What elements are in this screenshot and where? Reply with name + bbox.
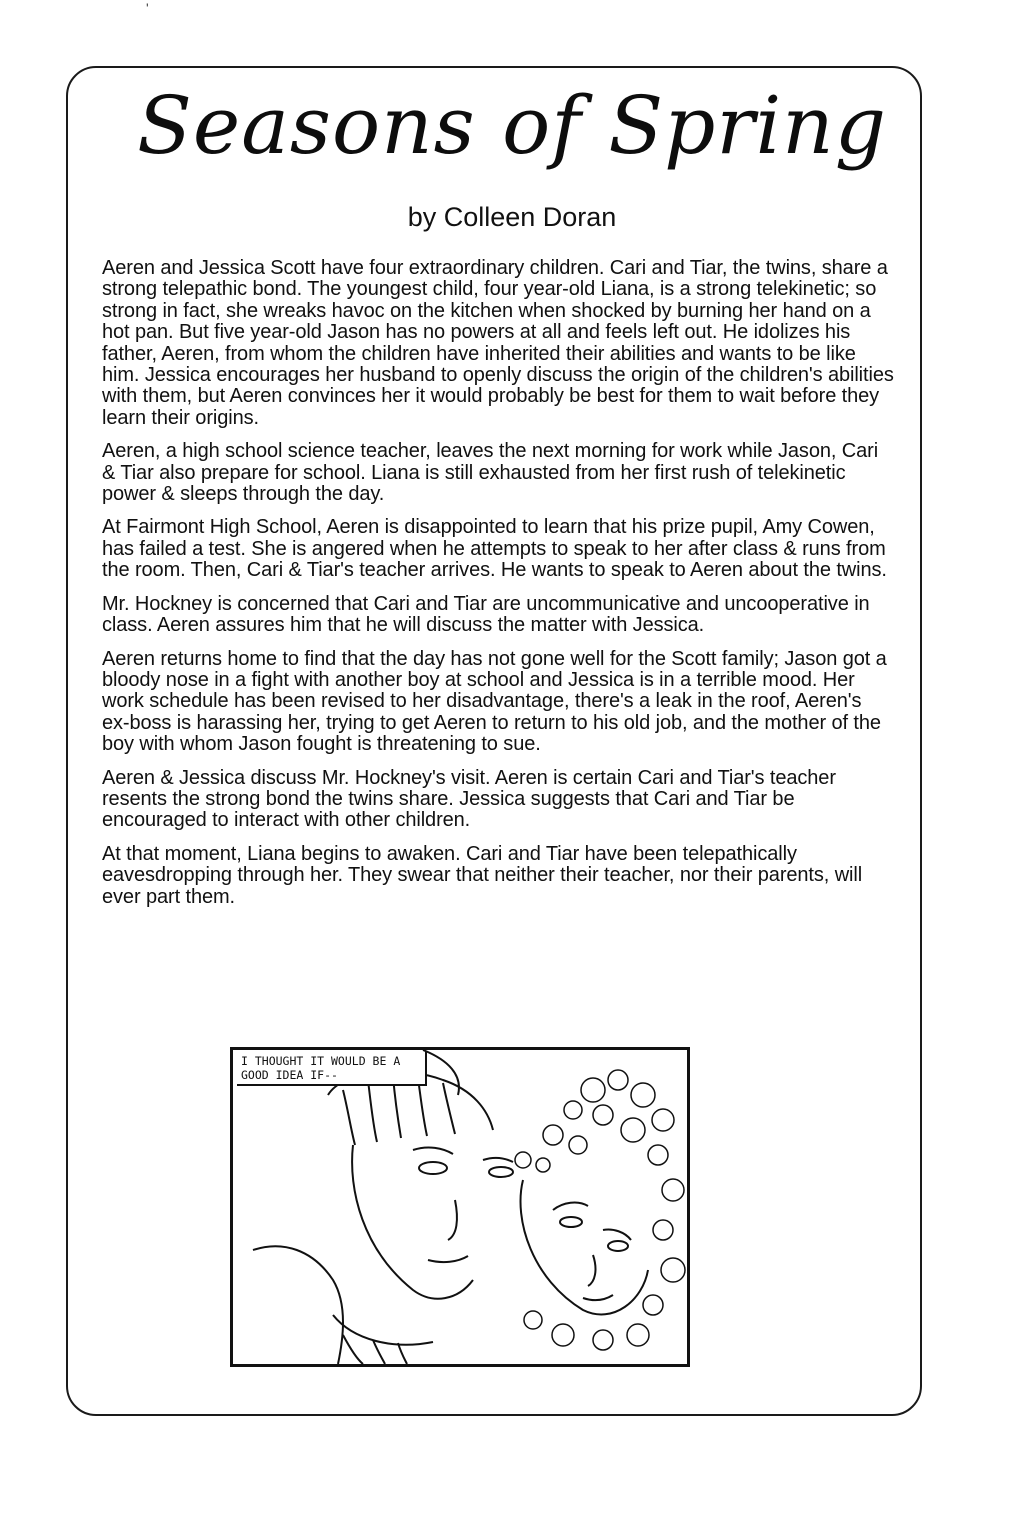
author-byline: by Colleen Doran <box>407 202 617 232</box>
synopsis-paragraph: Aeren & Jessica discuss Mr. Hockney's visit. Aeren is certain Cari and Tiar's teacher resents the strong bond the twins share. Jessica suggests that Cari and Tiar be encouraged to interact with other children. <box>102 766 836 832</box>
synopsis-paragraph: Mr. Hockney is concerned that Cari and Tiar are uncommunicative and uncooperative in class. Aeren assures him that he will discuss the matter with Jessica. <box>102 592 870 637</box>
corner-tick: ' <box>146 0 149 16</box>
story-title: Seasons of Spring <box>137 79 887 172</box>
speech-caption: I THOUGHT IT WOULD BE A GOOD IDEA IF-- <box>237 1052 427 1086</box>
synopsis-text <box>102 258 894 920</box>
synopsis-paragraph: Aeren and Jessica Scott have four extraordinary children. Cari and Tiar, the twins, share a strong telepathic bond. The youngest child, four year-old Liana, is a strong telekinetic; so strong in fact, she wreaks havoc on the kitchen when shocked by burning her hand on a hot pan. But five year-old Jason has no powers at all and feels left out. He idolizes his father, Aeren, from whom the children have inherited their abilities and wants to be like him. Jessica encourages her husband to openly discuss the origin of the children's abilities with them, but Aeren convinces her it would probably be best for them to wait before they learn their origins. <box>102 257 894 429</box>
synopsis-paragraph: At Fairmont High School, Aeren is disappointed to learn that his prize pupil, Amy Cowen, has failed a test. She is angered when he attempts to speak to her after class & runs from the room. Then, Cari & Tiar's teacher arrives. He wants to speak to Aeren about the twins. <box>102 516 887 582</box>
comic-panel <box>230 1047 690 1367</box>
comic-illustration <box>233 1050 687 1364</box>
synopsis-paragraph: Aeren, a high school science teacher, leaves the next morning for work while Jason, Cari & Tiar also prepare for school. Liana is still exhausted from her first rush of telekinetic power & sleeps through the day. <box>102 440 879 506</box>
synopsis-paragraph: Aeren returns home to find that the day has not gone well for the Scott family; Jason got a bloody nose in a fight with another boy at school and Jessica is in a terrible mood. Her work schedule has been revised to her disadvantage, there's a leak in the roof, Aeren's ex-boss is harassing her, trying to get Aeren to return to his old job, and the mother of the boy with whom Jason fought is threatening to sue. <box>102 647 887 756</box>
synopsis-paragraph: At that moment, Liana begins to awaken. Cari and Tiar have been telepathically eavesdropping through her. They swear that neither their teacher, nor their parents, will ever part them. <box>102 842 863 908</box>
